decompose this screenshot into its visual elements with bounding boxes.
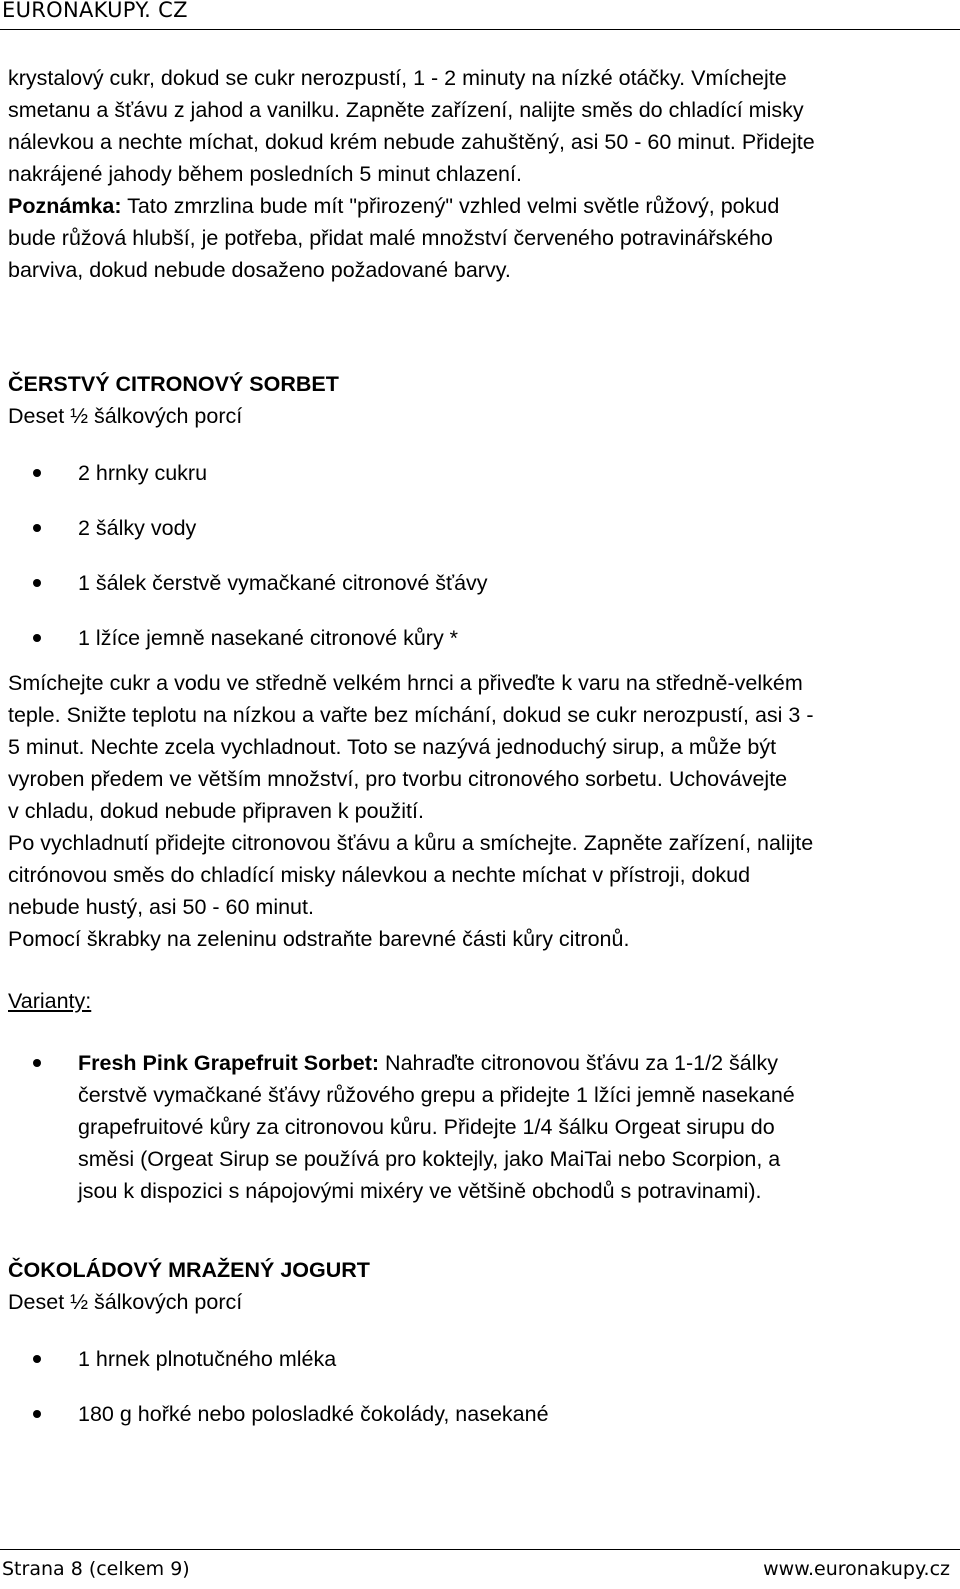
- list-item: [8, 1343, 952, 1398]
- step-line: citrónovou směs do chladící misky nálevkou a nechte míchat v přístroji, dokud: [8, 863, 751, 887]
- bullet-icon: [33, 579, 41, 587]
- variant-text: Nahraďte citronovou šťávu za 1-1/2 šálky: [379, 1051, 778, 1075]
- list-item: [8, 567, 952, 622]
- ingredient-text: 2 šálky vody: [78, 516, 197, 540]
- ingredient-text: 2 hrnky cukru: [78, 461, 208, 485]
- step-line: 5 minut. Nechte zcela vychladnout. Toto se nazývá jednoduchý sirup, a může být: [8, 735, 777, 759]
- yogurt-servings: Deset ½ šálkových porcí: [8, 1290, 243, 1314]
- header-divider: [0, 29, 960, 30]
- bullet-icon: [33, 1410, 41, 1418]
- bullet-icon: [33, 524, 41, 532]
- list-item: [8, 457, 952, 512]
- note-paragraph: [8, 190, 952, 222]
- ingredient-text: 1 hrnek plnotučného mléka: [78, 1347, 337, 1371]
- list-item: [8, 512, 952, 567]
- intro-line: krystalový cukr, dokud se cukr nerozpustí, 1 - 2 minuty na nízké otáčky. Vmíchejte: [8, 66, 787, 90]
- yogurt-title: ČOKOLÁDOVÝ MRAŽENÝ JOGURT: [8, 1258, 370, 1282]
- step-line: Pomocí škrabky na zeleninu odstraňte barevné části kůry citronů.: [8, 927, 630, 951]
- note-label: Poznámka:: [8, 194, 122, 218]
- header-brand: EURONAKUPY. CZ: [2, 0, 188, 22]
- intro-line: smetanu a šťávu z jahod a vanilku. Zapněte zařízení, nalijte směs do chladící misky: [8, 98, 804, 122]
- variant-line: směsi (Orgeat Sirup se používá pro koktejly, jako MaiTai nebo Scorpion, a: [78, 1147, 781, 1171]
- list-item: [8, 622, 952, 667]
- list-item: [8, 1398, 952, 1453]
- variant-line: jsou k dispozici s nápojovými mixéry ve většině obchodů s potravinami).: [78, 1179, 762, 1203]
- step-line: nebude hustý, asi 50 - 60 minut.: [8, 895, 314, 919]
- page-header: [0, 0, 960, 28]
- document-body: [8, 62, 952, 1453]
- footer-url: www.euronakupy.cz: [763, 1558, 950, 1580]
- sorbet-ingredient-list: [8, 457, 952, 667]
- bullet-icon: [33, 469, 41, 477]
- note-line: bude růžová hlubší, je potřeba, přidat malé množství červeného potravinářského: [8, 226, 773, 250]
- page-footer: [0, 1549, 960, 1589]
- step-line: v chladu, dokud nebude připraven k použití.: [8, 799, 424, 823]
- footer-divider: [0, 1549, 960, 1550]
- ingredient-text: 1 šálek čerstvě vymačkané citronové šťávy: [78, 571, 488, 595]
- variant-line: [78, 1047, 952, 1079]
- sorbet-title: ČERSTVÝ CITRONOVÝ SORBET: [8, 372, 339, 396]
- bullet-icon: [33, 1059, 41, 1067]
- variant-line: čerstvě vymačkané šťávy růžového grepu a přidejte 1 lžíci jemně nasekané: [78, 1083, 795, 1107]
- page-number: Strana 8 (celkem 9): [2, 1558, 190, 1580]
- step-line: Po vychladnutí přidejte citronovou šťávu a kůru a smíchejte. Zapněte zařízení, nalijte: [8, 831, 814, 855]
- ingredient-text: 180 g hořké nebo polosladké čokolády, nasekané: [78, 1402, 549, 1426]
- note-line: barviva, dokud nebude dosaženo požadované barvy.: [8, 258, 511, 282]
- bullet-icon: [33, 634, 41, 642]
- sorbet-servings: Deset ½ šálkových porcí: [8, 404, 243, 428]
- variant-line: grapefruitové kůry za citronovou kůru. Přidejte 1/4 šálku Orgeat sirupu do: [78, 1115, 775, 1139]
- yogurt-ingredient-list: [8, 1343, 952, 1453]
- variant-item: [8, 1047, 952, 1207]
- ingredient-text: 1 lžíce jemně nasekané citronové kůry *: [78, 626, 459, 650]
- intro-line: nálevkou a nechte míchat, dokud krém nebude zahuštěný, asi 50 - 60 minut. Přidejte: [8, 130, 815, 154]
- step-line: teple. Snižte teplotu na nízkou a vařte bez míchání, dokud se cukr nerozpustí, asi 3 -: [8, 703, 814, 727]
- step-line: vyroben předem ve větším množství, pro tvorbu citronového sorbetu. Uchovávejte: [8, 767, 788, 791]
- note-text: Tato zmrzlina bude mít "přirozený" vzhled velmi světle růžový, pokud: [121, 194, 780, 218]
- step-line: Smíchejte cukr a vodu ve středně velkém hrnci a přiveďte k varu na středně-velkém: [8, 671, 803, 695]
- variant-label: Fresh Pink Grapefruit Sorbet:: [78, 1051, 380, 1075]
- intro-line: nakrájené jahody během posledních 5 minut chlazení.: [8, 162, 522, 186]
- bullet-icon: [33, 1355, 41, 1363]
- variants-heading: Varianty:: [8, 989, 92, 1013]
